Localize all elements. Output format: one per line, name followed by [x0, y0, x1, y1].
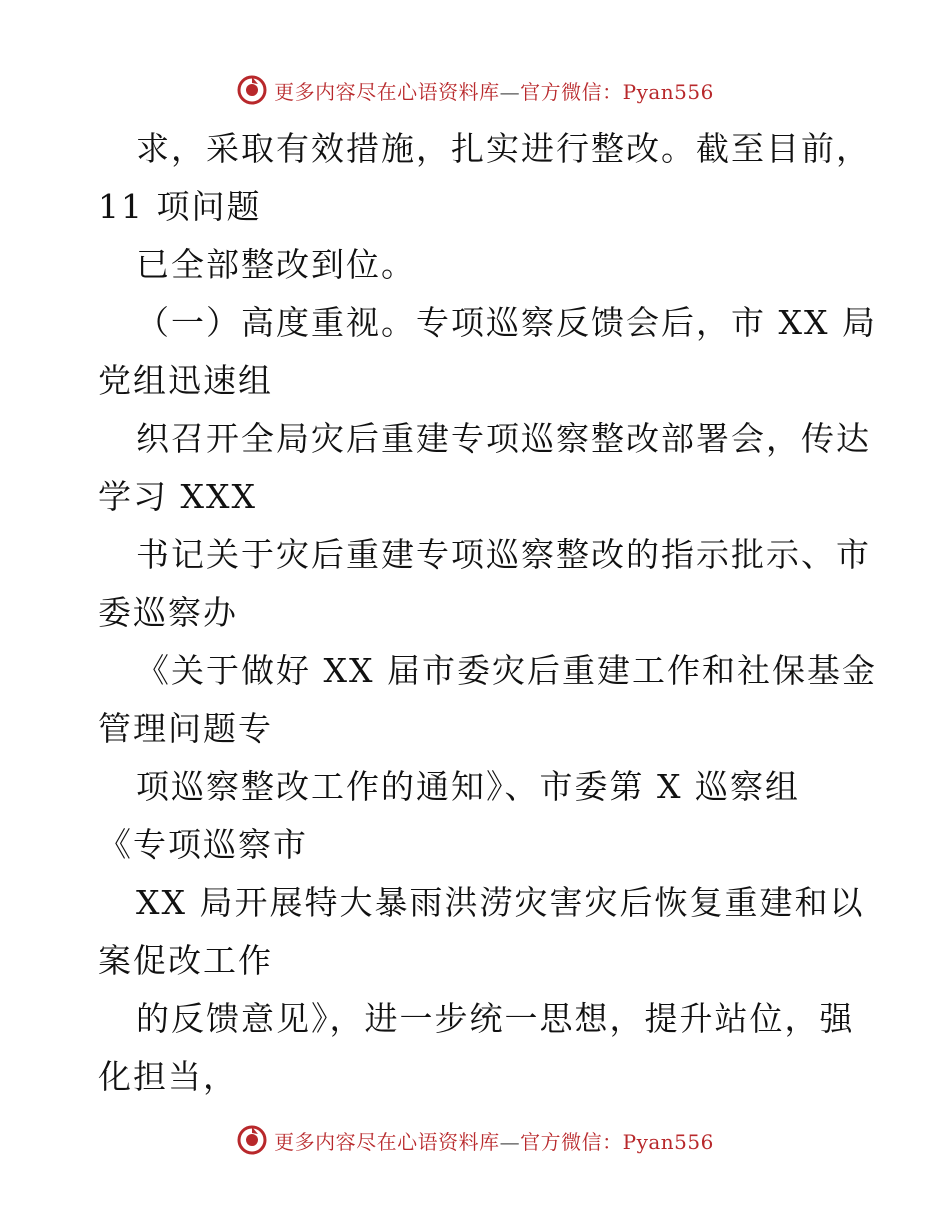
text-line: 管理问题专: [98, 709, 273, 748]
text-line: 已全部整改到位。: [136, 245, 416, 284]
text-line: 党组迅速组: [98, 361, 273, 400]
banner-official: 官方微信：: [520, 79, 623, 104]
banner-brand: 更多内容尽在心语资料库: [274, 1129, 500, 1154]
banner-brand: 更多内容尽在心语资料库: [274, 79, 500, 104]
banner-text: [274, 1126, 714, 1155]
banner-wechat-id: Pyan556: [622, 1129, 714, 1154]
text-line: 11 项问题: [98, 187, 262, 226]
document-body: [98, 120, 877, 1106]
banner-dash: —: [499, 1129, 521, 1154]
text-line: 织召开全局灾后重建专项巡察整改部署会，传达: [136, 419, 871, 458]
text-line: 项巡察整改工作的通知》、市委第 X 巡察组: [136, 767, 800, 806]
footer-banner: [0, 1120, 950, 1160]
header-banner: [0, 70, 950, 110]
text-line: 《关于做好 XX 届市委灾后重建工作和社保基金: [136, 651, 877, 690]
text-line: 学习 XXX: [98, 477, 257, 516]
text-line: （一）高度重视。专项巡察反馈会后，市 XX 局: [136, 303, 877, 342]
text-line: 书记关于灾后重建专项巡察整改的指示批示、市: [136, 535, 871, 574]
banner-text: [274, 76, 714, 105]
text-line: 求，采取有效措施，扎实进行整改。截至目前，: [136, 129, 871, 168]
brand-logo-icon: [236, 74, 268, 106]
banner-wechat-id: Pyan556: [622, 79, 714, 104]
text-line: 化担当，: [98, 1057, 238, 1096]
banner-official: 官方微信：: [520, 1129, 623, 1154]
text-line: XX 局开展特大暴雨洪涝灾害灾后恢复重建和以: [136, 883, 865, 922]
text-line: 的反馈意见》，进一步统一思想，提升站位，强: [136, 999, 855, 1038]
text-line: 《专项巡察市: [98, 825, 308, 864]
text-line: 案促改工作: [98, 941, 273, 980]
brand-logo-icon: [236, 1124, 268, 1156]
text-line: 委巡察办: [98, 593, 238, 632]
banner-dash: —: [499, 79, 521, 104]
